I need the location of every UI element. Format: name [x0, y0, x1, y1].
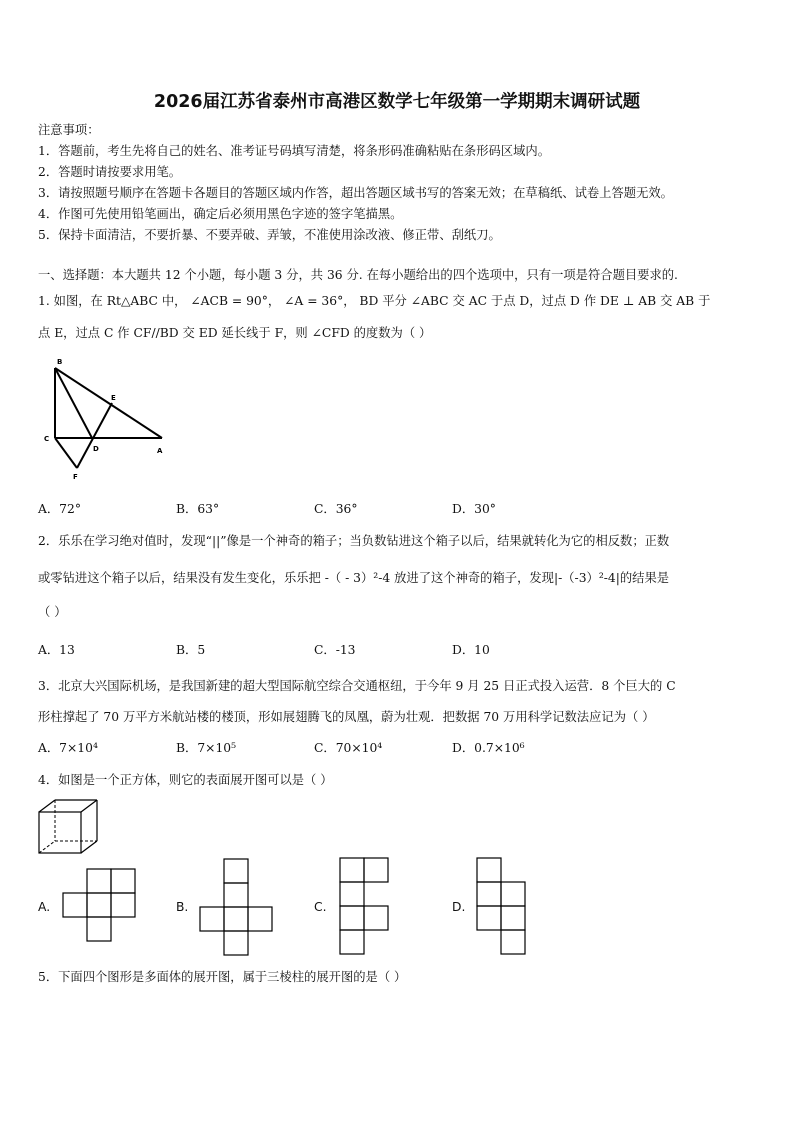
q3-text-line1: 3．北京大兴国际机场，是我国新建的超大型国际航空综合交通枢纽，于今年 9 月 25 日正式投入运营．8 个巨大的 C — [38, 679, 676, 693]
q3-option-a[interactable]: A．7×10⁴ — [38, 741, 98, 755]
q1-triangle-figure — [40, 355, 170, 480]
label-f: F — [73, 473, 78, 481]
q3-option-c[interactable]: C．70×10⁴ — [314, 741, 383, 755]
segment-ef — [77, 403, 112, 468]
q2-text-line3: （ ） — [38, 605, 67, 619]
q1-option-b[interactable]: B．63° — [176, 502, 220, 516]
q4-option-d-label[interactable]: D. — [452, 900, 466, 914]
q1-text-line1: 1. 如图，在 Rt△ABC 中， ∠ACB = 90°， ∠A = 36°， BD 平分 ∠ABC 交 AC 于点 D，过点 D 作 DE ⊥ AB 交 AB 于 — [38, 294, 711, 308]
q4-net-a[interactable] — [62, 868, 138, 944]
segment-bd — [55, 368, 92, 438]
q4-net-c[interactable] — [339, 857, 391, 957]
page-title: 2026届江苏省泰州市高港区数学七年级第一学期期末调研试题 — [153, 92, 641, 112]
section-heading: 一、选择题：本大题共 12 个小题，每小题 3 分，共 36 分. 在每小题给出的四个选项中，只有一项是符合题目要求的. — [38, 268, 678, 282]
q2-option-c[interactable]: C．-13 — [314, 643, 356, 657]
q4-text-line1: 4．如图是一个正方体，则它的表面展开图可以是（ ） — [38, 773, 333, 787]
q3-text-line2: 形柱撑起了 70 万平方米航站楼的楼顶，形如展翅腾飞的凤凰，蔚为壮观．把数据 70 万用科学记数法应记为（ ） — [38, 710, 655, 724]
note-item-4: 4．作图可先使用铅笔画出，确定后必须用黑色字迹的签字笔描黑。 — [38, 207, 403, 221]
q3-option-b[interactable]: B．7×10⁵ — [176, 741, 237, 755]
label-e: E — [111, 394, 116, 402]
segment-ab — [55, 368, 162, 438]
label-a: A — [157, 447, 163, 455]
note-item-3: 3．请按照题号顺序在答题卡各题目的答题区域内作答，超出答题区域书写的答案无效；在草稿纸、试卷上答题无效。 — [38, 186, 673, 200]
label-c: C — [44, 435, 50, 443]
note-item-2: 2．答题时请按要求用笔。 — [38, 165, 182, 179]
q2-text-line1: 2．乐乐在学习绝对值时，发现“||”像是一个神奇的箱子；当负数钻进这个箱子以后，结果就转化为它的相反数；正数 — [38, 534, 670, 548]
q1-option-c[interactable]: C．36° — [314, 502, 358, 516]
q4-option-a-label[interactable]: A. — [38, 900, 51, 914]
label-b: B — [57, 358, 63, 366]
segment-cf — [55, 438, 77, 468]
q4-net-d[interactable] — [476, 857, 528, 957]
q2-option-b[interactable]: B．5 — [176, 643, 206, 657]
q1-option-d[interactable]: D．30° — [452, 502, 496, 516]
notes-heading: 注意事项： — [38, 123, 100, 137]
q2-option-d[interactable]: D．10 — [452, 643, 490, 657]
q3-option-d[interactable]: D．0.7×10⁶ — [452, 741, 525, 755]
q4-net-b[interactable] — [199, 858, 275, 958]
q2-text-line2: 或零钻进这个箱子以后，结果没有发生变化，乐乐把 -（ - 3）²-4 放进了这个神奇的箱子，发现|-（-3）²-4|的结果是 — [38, 571, 670, 585]
q1-text-line2: 点 E，过点 C 作 CF//BD 交 ED 延长线于 F，则 ∠CFD 的度数为（ ） — [38, 326, 432, 340]
note-item-5: 5．保持卡面清洁，不要折暴、不要弄破、弄皱，不准使用涂改液、修正带、刮纸刀。 — [38, 228, 501, 242]
q2-option-a[interactable]: A．13 — [38, 643, 75, 657]
note-item-1: 1．答题前，考生先将自己的姓名、准考证号码填写清楚，将条形码准确粘贴在条形码区域内。 — [38, 144, 550, 158]
q4-option-c-label[interactable]: C. — [314, 900, 327, 914]
cube-figure — [37, 798, 101, 856]
label-d: D — [93, 445, 99, 453]
q4-option-b-label[interactable]: B. — [176, 900, 189, 914]
q5-text-line1: 5．下面四个图形是多面体的展开图，属于三棱柱的展开图的是（ ） — [38, 970, 407, 984]
q1-option-a[interactable]: A．72° — [38, 502, 81, 516]
